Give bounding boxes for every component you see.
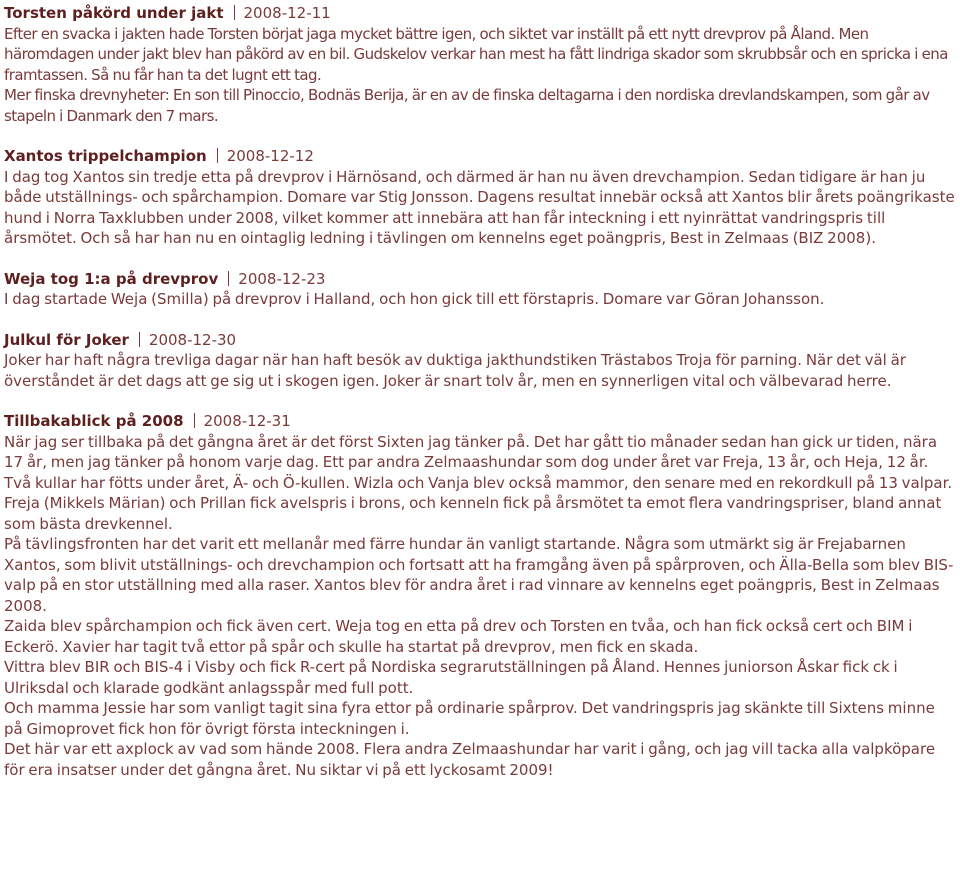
news-post [4,411,956,780]
news-post [4,146,956,249]
news-post [4,3,956,126]
post-title: Torsten påkörd under jakt [4,4,224,22]
post-title: Tillbakablick på 2008 [4,412,184,430]
post-paragraph: Vittra blev BIR och BIS-4 i Visby och fick R-cert på Nordiska segrarutställningen på Åland. Hennes juniorson Åskar fick ck i Ulriksdal och klarade godkänt anlagsspår med full pott. [4,658,898,697]
post-paragraph: Mer finska drevnyheter: En son till Pinoccio, Bodnäs Berija, är en av de finska deltagarna i den nordiska drevlandskampen, som går av stapeln i Danmark den 7 mars. [4,86,930,125]
post-date: 2008-12-11 [243,4,331,22]
post-date: 2008-12-23 [238,269,326,288]
post-date: 2008-12-12 [226,147,314,165]
news-post [4,269,956,310]
post-paragraph: I dag startade Weja (Smilla) på drevprov i Halland, och hon gick till ett förstapris. Domare var Göran Johansson. [4,290,825,308]
news-post [4,330,956,392]
post-paragraph: När jag ser tillbaka på det gångna året är det först Sixten jag tänker på. Det har gått tio månader sedan han gick ur tiden, nära 17 år, men jag tänker på honom varje dag. Ett par andra Zelmaashundar som dog under året var Freja, 13 år, och Heja, 12 år. [4,432,938,471]
post-title: Weja tog 1:a på drevprov [4,269,219,288]
post-paragraph: Zaida blev spårchampion och fick även cert. Weja tog en etta på drev och Torsten en tvåa, och han fick också cert och BIM i Eckerö. Xavier har tagit två ettor på spår och skulle ha startat på drevprov, men fick en skada. [4,617,913,656]
post-header [4,3,956,24]
post-header [4,330,956,351]
post-date: 2008-12-31 [203,412,291,430]
post-paragraph: Och mamma Jessie har som vanligt tagit sina fyra ettor på ordinarie spårprov. Det vandringspris jag skänkte till Sixtens minne på Gimoprovet fick hon för övrigt första inteckningen i. [4,699,935,738]
post-header [4,146,956,167]
title-date-separator [234,5,235,20]
post-paragraph: På tävlingsfronten har det varit ett mellanår med färre hundar än vanligt startande. Några som utmärkt sig är Frejabarnen Xantos, som blivit utställnings- och drevchampion och fortsatt att ha framgång även på spårproven, och Älla-Bella som blev BIS-valp på en stor utställning med alla raser. Xantos blev för andra året i rad vinnare av kennelns eget poängpris, Best in Zelmaas 2008. [4,535,954,615]
title-date-separator [228,271,229,286]
post-title: Julkul för Joker [4,330,129,349]
title-date-separator [139,332,140,347]
post-date: 2008-12-30 [148,330,237,349]
title-date-separator [194,413,195,428]
post-header [4,269,956,290]
post-title: Xantos trippelchampion [4,147,207,165]
post-paragraph: Freja (Mikkels Märian) och Prillan fick avelspris i brons, och kenneln fick på årsmötet ta emot flera vandringspriser, bland annat som bästa drevkennel. [4,494,942,533]
post-paragraph: Efter en svacka i jakten hade Torsten börjat jaga mycket bättre igen, och siktet var inställt på ett nytt drevprov på Åland. Men häromdagen under jakt blev han påkörd av en bil. Gudskelov verkar han mest ha fått lindriga skador som skrubbsår och en spricka i ena framtassen. Så nu får han ta det lugnt ett tag. [4,24,948,84]
news-feed [4,3,956,780]
post-paragraph: Det här var ett axplock av vad som hände 2008. Flera andra Zelmaashundar har varit i gång, och jag vill tacka alla valpköpare för era insatser under det gångna året. Nu siktar vi på ett lyckosamt 2009! [4,740,936,779]
post-header [4,411,956,432]
title-date-separator [217,148,218,163]
post-paragraph: Joker har haft några trevliga dagar när han haft besök av duktiga jakthundstiken Trästabos Troja för parning. När det väl är överståndet är det dags att ge sig ut i skogen igen. Joker är snart tolv år, men en synnerligen vital och välbevarad herre. [4,351,906,390]
post-paragraph: Två kullar har fötts under året, Ä- och Ö-kullen. Wizla och Vanja blev också mammor, den senare med en rekordkull på 13 valpar. [4,473,953,492]
post-paragraph: I dag tog Xantos sin tredje etta på drevprov i Härnösand, och därmed är han nu även drevchampion. Sedan tidigare är han ju både utställnings- och spårchampion. Domare var Stig Jonsson. Dagens resultat innebär också att Xantos blir årets poängrikaste hund i Norra Taxklubben under 2008, vilket kommer att innebära att han får inteckning i ett nyinrättat vandringspris till årsmötet. Och så har han nu en ointaglig ledning i tävlingen om kennelns eget poängpris, Best in Zelmaas (BIZ 2008). [4,167,955,247]
